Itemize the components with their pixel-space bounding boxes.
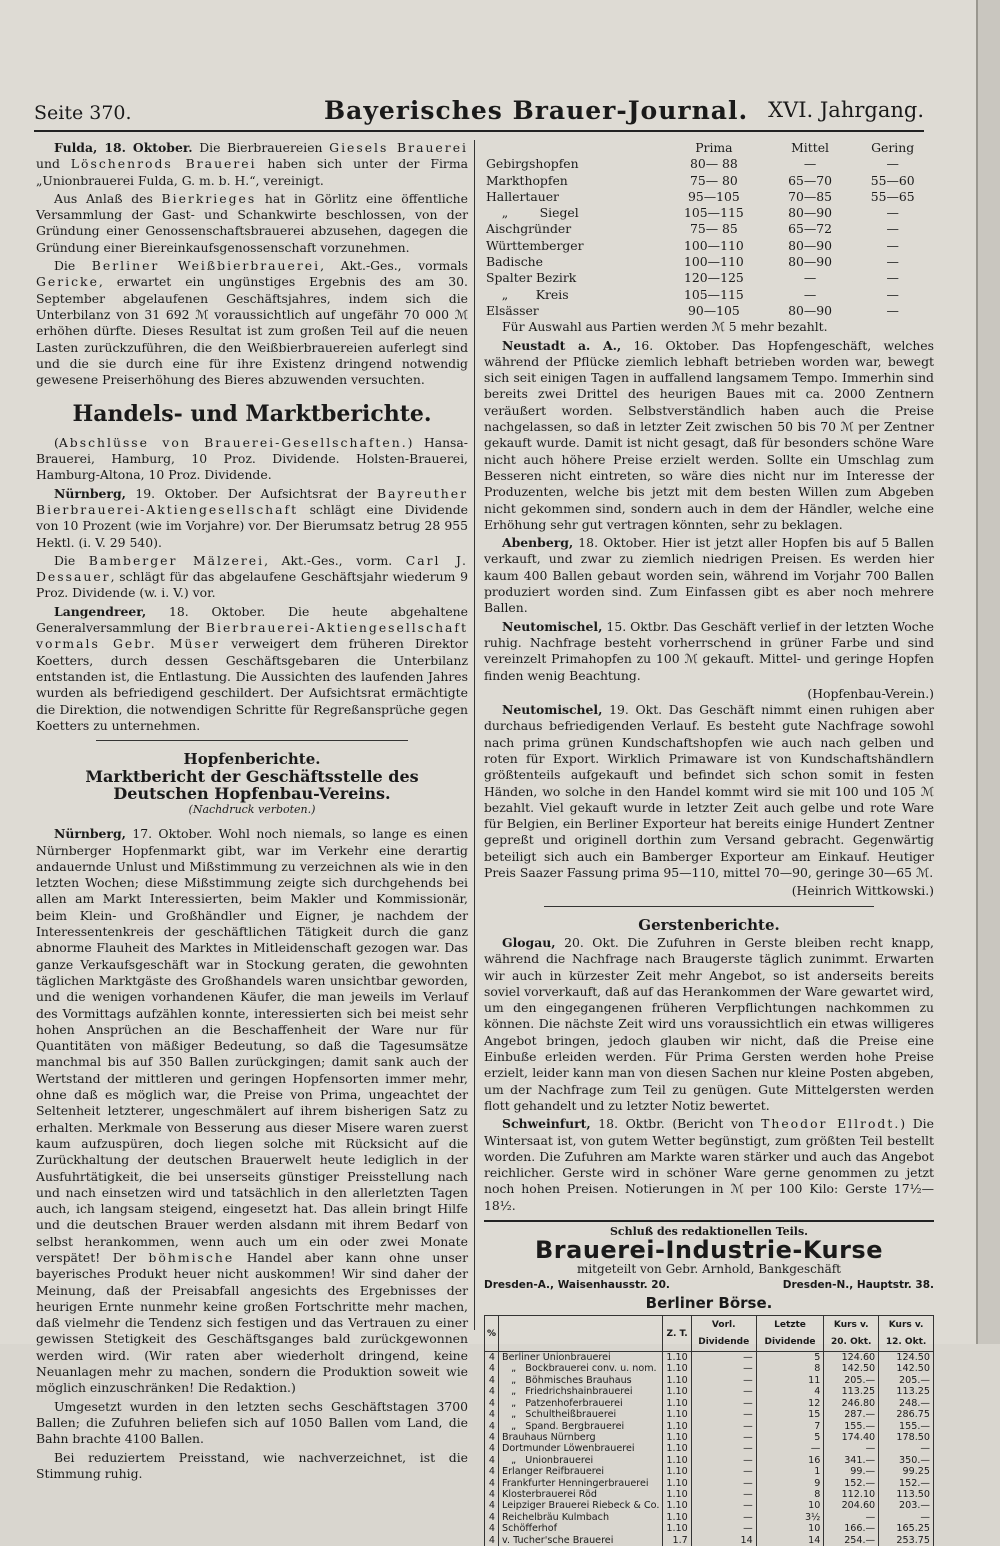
stock-cell: 3½: [756, 1512, 824, 1523]
stock-cell: 4: [485, 1443, 499, 1454]
stock-cell: 5: [756, 1352, 824, 1364]
stock-cell: 99.25: [879, 1466, 934, 1477]
price-cell: 75— 80: [689, 172, 738, 188]
stock-cell: 165.25: [879, 1523, 934, 1534]
stock-cell: 205.—: [879, 1375, 934, 1386]
stock-row: [485, 1352, 934, 1364]
stock-row: [485, 1409, 934, 1420]
stock-cell: 112.10: [824, 1489, 879, 1500]
stock-cell: 350.—: [879, 1455, 934, 1466]
stock-cell: 4: [485, 1489, 499, 1500]
price-cell: 100—110: [684, 254, 744, 270]
page-edge: [976, 0, 1000, 1344]
stock-cell: 4: [485, 1512, 499, 1523]
stock-row: [485, 1523, 934, 1534]
stock-cell: 4: [485, 1363, 499, 1374]
stock-cell: —: [691, 1512, 756, 1523]
price-cell: Elsässer: [486, 302, 539, 318]
stock-cell: —: [691, 1421, 756, 1432]
stock-cell: 10: [756, 1523, 824, 1534]
price-row: [484, 205, 934, 221]
price-cell: —: [803, 270, 817, 286]
price-cell: —: [886, 254, 899, 270]
stock-header-cell: Letzte Dividende: [756, 1316, 824, 1352]
price-cell: 80—90: [788, 254, 833, 270]
bank-addresses: [484, 1277, 934, 1293]
stock-cell: Erlanger Reifbrauerei: [499, 1466, 663, 1477]
address-dresden-n: Dresden-N., Hauptstr. 38.: [782, 1278, 934, 1291]
price-row: [484, 173, 934, 189]
article-neutomischel-19: Neutomischel, 19. Okt. Das Geschäft nimmt einen ruhigen aber durchaus befriedigenden Verlauf. Es besteht gute Nachfrage sowohl nach prima grünen Kundschaftshopfen wie auch nach gelben und roten für Export. Wirklich Primaware ist von Kundschaftshändlern größtenteils aufgekauft und befindet sich schon somit in festen Händen, wo solche in den Handel kommt wird sie mit 100 und 105 ℳ bezahlt. Viel gekauft wurde in letzter Zeit auch gelbe und rote Ware für Belgien, ein Berliner Exporteur hat bereits einige Hundert Zentner gepreßt und originell dorthin zum Versand gebracht. Gegenwärtig beteiligt sich auch ein Bamberger Exporteur am Einkauf. Heutiger Preis Saazer Fassung prima 95—110, mittel 70—90, geringe 30—65 ℳ.: [484, 702, 934, 881]
stock-cell: 203.—: [879, 1500, 934, 1511]
price-cell: 75— 85: [689, 221, 738, 237]
stock-box-source: mitgeteilt von Gebr. Arnhold, Bankgeschäft: [576, 1261, 842, 1276]
article-nuernberg-bayreuther: Nürnberg, 19. Oktober. Der Aufsichtsrat der Bayreuther Bierbrauerei-Aktiengesellschaft schlägt eine Dividende von 10 Prozent (wie im Vorjahre) vor. Der Bierumsatz betrug 28 955 Hektl. (i. V. 29 540).: [36, 485, 468, 550]
stock-price-table: [484, 1315, 934, 1546]
stock-cell: 1.10: [663, 1432, 691, 1443]
stock-cell: 4: [485, 1375, 499, 1386]
stock-cell: 99.—: [824, 1466, 879, 1477]
article-neutomischel-15: Neutomischel, 15. Oktbr. Das Geschäft verlief in der letzten Woche ruhig. Nachfrage besteht vorherrschend in grüner Farbe und sind vereinzelt Primahopfen zu 100 ℳ gekauft. Mittel- und geringe Hopfen finden wenig Beachtung.: [484, 618, 934, 683]
stock-cell: 287.—: [824, 1409, 879, 1420]
price-cell: 100—110: [684, 237, 744, 253]
stock-cell: 286.75: [879, 1409, 934, 1420]
stock-cell: 178.50: [879, 1432, 934, 1443]
stock-cell: —: [879, 1443, 934, 1454]
column-divider: [474, 140, 475, 1330]
stock-cell: „ Friedrichshainbrauerei: [499, 1386, 663, 1397]
stock-row: [485, 1512, 934, 1523]
hop-price-table: [484, 140, 934, 319]
stock-cell: 204.60: [824, 1500, 879, 1511]
stock-cell: 7: [756, 1421, 824, 1432]
stock-cell: 11: [756, 1375, 824, 1386]
stock-cell: —: [691, 1466, 756, 1477]
stock-cell: „ Bockbrauerei conv. u. nom.: [499, 1363, 663, 1374]
stock-cell: 174.40: [824, 1432, 879, 1443]
stock-cell: 4: [485, 1386, 499, 1397]
stock-cell: —: [691, 1443, 756, 1454]
stock-cell: 205.—: [824, 1375, 879, 1386]
price-cell: 80—90: [788, 302, 833, 318]
stock-cell: Berliner Unionbrauerei: [499, 1352, 663, 1364]
stock-cell: 253.75: [879, 1535, 934, 1546]
market-report-title: Marktbericht der Geschäftsstelle des Deutschen Hopfenbau-Vereins.: [85, 767, 419, 803]
section-title-gerste: Gerstenberichte.: [638, 915, 780, 934]
stock-cell: —: [824, 1512, 879, 1523]
stock-cell: 1.10: [663, 1478, 691, 1489]
stock-row: [485, 1535, 934, 1546]
stock-cell: —: [691, 1352, 756, 1364]
stock-cell: 113.50: [879, 1489, 934, 1500]
stock-cell: 1.10: [663, 1489, 691, 1500]
price-table-header: [484, 140, 934, 156]
stock-cell: 16: [756, 1455, 824, 1466]
price-cell: 55—60: [870, 172, 915, 188]
stock-cell: —: [691, 1523, 756, 1534]
stock-cell: 8: [756, 1489, 824, 1500]
stock-header-cell: Z. T.: [663, 1316, 691, 1352]
stock-cell: Dortmunder Löwenbrauerei: [499, 1443, 663, 1454]
stock-row: [485, 1375, 934, 1386]
stock-cell: 248.—: [879, 1398, 934, 1409]
stock-header-cell: Vorl. Dividende: [691, 1316, 756, 1352]
article-nuernberg-hopfenmarkt: Nürnberg, 17. Oktober. Wohl noch niemals, so lange es einen Nürnberger Hopfenmarkt gibt, war im Verkehr eine derartig andauernde Unlust und Mißstimmung zu verzeichnen als wie in den letzten Wochen; diese Mißstimmung zeigte sich durchgehends bei allen am Markt Interessierten, beim Makler und Kommissionär, beim Klein- und Großhändler und Eigner, je nachdem der Interessentenkreis der geschäftlichen Tätigkeit durch die ganz abnorme Flauheit des Marktes in Mitleidenschaft gezogen war. Das ganze Verkaufsgeschäft war in Stockung geraten, die gewohnten täglichen Marktgäste des Großhandels waren unsichtbar geworden, und die wenigen vorhandenen Käufer, die man jeweils im Verlauf des Vormittags aufzählen konnte, interessierten sich bei meist sehr hohen Ansprüchen an die Beschaffenheit der Ware nur für Quantitäten von mäßiger Bedeutung, so daß die Tagesumsätze manchmal bis auf 350 Ballen zurückgingen; damit sank auch der Wertstand der mittleren und geringen Hopfensorten immer mehr, ohne daß es möglich war, die Preise von Prima, ungeachtet der Seltenheit letzterer, ungeschmälert auf ihrem bisherigen Satz zu erhalten. Merkmale von Besserung aus dieser Misere waren zuerst kaum aufzuspüren, doch liegen solche mit Rücksicht auf die Zurückhaltung der deutschen Brauerwelt heute lediglich in der Ausfuhrtätigkeit, die bei unserseits günstiger Preisstellung nach und nach einsetzen wird und tatsächlich in den allerletzten Tagen auch, ich langsam steigend, eingesetzt hat. Das allein bringt Hilfe und die deutschen Brauer werden alsdann mit ihrem Bedarf von selbst herankommen, wenn auch um ein oder zwei Monate verspätet! Der böhmische Handel aber kann ohne unser bayerisches Produkt heuer nicht auskommen! Wir sind daher der Meinung, daß der Preisabfall angesichts des Ergebnisses der heurigen Ernte nunmehr keine großen Fortschritte mehr machen, daß vielmehr die Tendenz sich festigen und das Vertrauen zu einer gewissen Stetigkeit des Geschäftsganges bald zurückgewonnen werden wird. (Wir raten aber wiederholt dringend, keine Neuanlagen mehr zu machen, sondern die Produktion soweit wie möglich einzuschränken! Die Redaktion.): [36, 826, 468, 1396]
stock-cell: 1.10: [663, 1421, 691, 1432]
stock-cell: 4: [485, 1500, 499, 1511]
stock-cell: Reichelbräu Kulmbach: [499, 1512, 663, 1523]
stock-cell: 14: [756, 1535, 824, 1546]
stock-cell: 1.10: [663, 1375, 691, 1386]
note-auswahl: Für Auswahl aus Partien werden ℳ 5 mehr bezahlt.: [502, 319, 828, 335]
stock-box-title: Brauerei-Industrie-Kurse: [535, 1236, 883, 1265]
stock-cell: 9: [756, 1478, 824, 1489]
stock-cell: 155.—: [879, 1421, 934, 1432]
stock-row: [485, 1500, 934, 1511]
article-fulda: Fulda, 18. Oktober. Die Bierbrauereien Giesels Brauerei und Löschenrods Brauerei haben sich unter der Firma „Unionbrauerei Fulda, G. m. b. H.“, vereinigt.: [36, 140, 468, 188]
stock-cell: 8: [756, 1363, 824, 1374]
page-number: Seite 370.: [34, 102, 132, 124]
price-cell: 80—90: [788, 237, 833, 253]
stock-cell: „ Unionbrauerei: [499, 1455, 663, 1466]
stock-row: [485, 1386, 934, 1397]
stock-cell: —: [691, 1455, 756, 1466]
price-cell: —: [886, 286, 899, 302]
price-row: [484, 254, 934, 270]
left-column: [36, 140, 468, 1484]
stock-cell: 246.80: [824, 1398, 879, 1409]
stock-cell: 15: [756, 1409, 824, 1420]
stock-cell: 341.—: [824, 1455, 879, 1466]
stock-row: [485, 1455, 934, 1466]
stock-cell: 12: [756, 1398, 824, 1409]
stock-row: [485, 1443, 934, 1454]
stock-cell: 4: [485, 1352, 499, 1364]
stock-header-cell: Kurs v. 12. Okt.: [879, 1316, 934, 1352]
price-cell: Aischgründer: [486, 221, 572, 237]
price-cell: 70—85: [788, 188, 833, 204]
stock-cell: „ Schultheißbrauerei: [499, 1409, 663, 1420]
stock-header-cell: Kurs v. 20. Okt.: [824, 1316, 879, 1352]
stock-cell: 4: [485, 1523, 499, 1534]
article-umsatz: Umgesetzt wurden in den letzten sechs Geschäftstagen 3700 Ballen; die Zufuhren beliefen sich auf 1050 Ballen vom Land, die Bahn brachte 4100 Ballen.: [36, 1398, 468, 1447]
stock-cell: 152.—: [824, 1478, 879, 1489]
article-abenberg: Abenberg, 18. Oktober. Hier ist jetzt aller Hopfen bis auf 5 Ballen verkauft, und zwar zu ziemlich niedrigen Preisen. Es werden hier kaum 400 Ballen gebaut worden sein, während im Vorjahr 700 Ballen produziert worden sind. Zum Einfassen gibt es aber noch mehrere Ballen.: [484, 535, 934, 616]
stock-cell: —: [756, 1443, 824, 1454]
article-schweinfurt: Schweinfurt, 18. Oktbr. (Bericht von Theodor Ellrodt.) Die Wintersaat ist, von gutem Wetter begünstigt, zum größten Teil bestellt worden. Die Zufuhren am Markte waren stärker und auch das Angebot reichlicher. Gerste wird in schöner Ware gerne genommen zu jetzt noch hohen Preisen. Notierungen in ℳ per 100 Kilo: Gerste 17½—18½.: [484, 1116, 934, 1213]
page-header: [34, 96, 924, 132]
stock-cell: —: [691, 1478, 756, 1489]
stock-cell: 1.7: [663, 1535, 691, 1546]
brewery-stock-box: [484, 1220, 934, 1546]
price-cell: „ Kreis: [486, 286, 569, 302]
stock-cell: Klosterbrauerei Röd: [499, 1489, 663, 1500]
stock-cell: 155.—: [824, 1421, 879, 1432]
stock-cell: —: [691, 1363, 756, 1374]
stock-row: [485, 1398, 934, 1409]
signoff-hopfenbau: (Hopfenbau-Verein.): [807, 685, 934, 701]
stock-cell: Brauhaus Nürnberg: [499, 1432, 663, 1443]
price-header-cell: Mittel: [791, 140, 830, 155]
article-reduziert: Bei reduziertem Preisstand, wie nachverzeichnet, ist die Stimmung ruhig.: [36, 1449, 468, 1481]
price-cell: 95—105: [687, 188, 740, 204]
stock-cell: 5: [756, 1432, 824, 1443]
article-abschluesse: (Abschlüsse von Brauerei-Gesellschaften.) Hansa-Brauerei, Hamburg, 10 Proz. Dividende. Holsten-Brauerei, Hamburg-Altona, 10 Proz. Dividende.: [36, 434, 468, 483]
price-cell: Gebirgshopfen: [486, 156, 579, 172]
price-header-cell: Prima: [695, 140, 733, 155]
stock-cell: „ Spand. Bergbrauerei: [499, 1421, 663, 1432]
stock-cell: 4: [485, 1535, 499, 1546]
stock-cell: 1.10: [663, 1386, 691, 1397]
stock-cell: 1.10: [663, 1443, 691, 1454]
stock-cell: 1.10: [663, 1398, 691, 1409]
stock-cell: 1.10: [663, 1523, 691, 1534]
stock-cell: 4: [485, 1478, 499, 1489]
volume-year: XVI. Jahrgang.: [768, 98, 924, 122]
price-cell: 105—115: [684, 286, 744, 302]
price-cell: Badische: [486, 254, 543, 270]
price-row: [484, 238, 934, 254]
price-header-cell: Gering: [871, 140, 915, 155]
stock-cell: 113.25: [879, 1386, 934, 1397]
price-cell: 90—105: [687, 302, 740, 318]
article-neustadt: Neustadt a. A., 16. Oktober. Das Hopfengeschäft, welches während der Pflücke ziemlich lebhaft betrieben worden war, bewegt sich seit einigen Tagen in auffallend langsamem Tempo. Immerhin sind bereits zwei Drittel des heurigen Baues mit ca. 2000 Zentnern veräußert worden. Selbstverständlich haben auch die Preise nachgelassen, so daß in letzter Zeit zwischen 50 bis 70 ℳ per Zentner gekauft wurde. Damit ist nicht gesagt, daß für besonders schöne Ware nicht auch höhere Preise erzielt werden. Sollte ein Umschlag zum Besseren nicht eintreten, so wäre dies nicht nur im Interesse der Produzenten, welche bis jetzt mit dem besten Willen zum Abgeben nicht gekommen sind, sondern auch in dem der Händler, welche eine Erhöhung sehr gut vertragen könnten, sehr zu beklagen.: [484, 337, 934, 532]
stock-cell: Frankfurter Henningerbrauerei: [499, 1478, 663, 1489]
stock-cell: 4: [485, 1398, 499, 1409]
journal-title: Bayerisches Brauer-Journal.: [324, 96, 749, 125]
stock-cell: —: [691, 1432, 756, 1443]
price-row: [484, 270, 934, 286]
stock-cell: —: [691, 1375, 756, 1386]
stock-cell: —: [691, 1386, 756, 1397]
stock-row: [485, 1478, 934, 1489]
stock-cell: 14: [691, 1535, 756, 1546]
signoff-wittkowski: (Heinrich Wittkowski.): [791, 883, 934, 899]
price-cell: 65—72: [788, 221, 833, 237]
stock-header-cell: %: [485, 1316, 499, 1352]
stock-cell: —: [691, 1500, 756, 1511]
stock-cell: Schöfferhof: [499, 1523, 663, 1534]
price-cell: 65—70: [788, 172, 833, 188]
stock-cell: 1.10: [663, 1466, 691, 1477]
address-dresden-a: Dresden-A., Waisenhausstr. 20.: [484, 1278, 670, 1291]
stock-row: [485, 1466, 934, 1477]
stock-cell: 4: [485, 1466, 499, 1477]
stock-row: [485, 1421, 934, 1432]
stock-cell: 113.25: [824, 1386, 879, 1397]
price-header-cell: [484, 140, 659, 156]
stock-cell: —: [879, 1512, 934, 1523]
stock-cell: v. Tucher'sche Brauerei: [499, 1535, 663, 1546]
article-berliner-weissbier: Die Berliner Weißbierbrauerei, Akt.-Ges., vormals Gericke, erwartet ein ungünstiges Ergebnis des am 30. September abgelaufenen Geschäftsjahres, indem sich die Unterbilanz von 31 692 ℳ voraussichtlich auf ungefähr 70 000 ℳ erhöhen dürfte. Dieses Resultat ist zum großen Teil auf die neuen Lasten zurückzuführen, die den Weißbierbrauereien auferlegt sind und die sie durch eine für ihre Existenz dringend notwendig gewesene Preiserhöhung des Bieres abzuwenden versuchten.: [36, 258, 469, 388]
stock-cell: 4: [485, 1421, 499, 1432]
stock-cell: 10: [756, 1500, 824, 1511]
stock-cell: „ Böhmisches Brauhaus: [499, 1375, 663, 1386]
stock-cell: 1.10: [663, 1363, 691, 1374]
price-cell: —: [886, 302, 899, 318]
stock-cell: 142.50: [879, 1363, 934, 1374]
stock-cell: 4: [485, 1432, 499, 1443]
divider-rule: [544, 906, 874, 907]
price-cell: —: [803, 286, 817, 302]
stock-cell: 152.—: [879, 1478, 934, 1489]
price-cell: Spalter Bezirk: [486, 270, 577, 286]
stock-cell: 124.60: [824, 1352, 879, 1364]
section-title-handel: Handels- und Marktberichte.: [72, 401, 432, 428]
price-cell: —: [886, 270, 899, 286]
stock-cell: —: [691, 1409, 756, 1420]
section-title-hopfen: Hopfenberichte.: [183, 750, 321, 769]
stock-cell: 166.—: [824, 1523, 879, 1534]
stock-cell: 4: [485, 1455, 499, 1466]
stock-cell: „ Patzenhoferbrauerei: [499, 1398, 663, 1409]
price-row: [484, 156, 934, 172]
price-cell: „ Siegel: [486, 205, 579, 221]
price-cell: 80—90: [788, 205, 833, 221]
stock-cell: 1: [756, 1466, 824, 1477]
price-row: [484, 287, 934, 303]
stock-row: [485, 1432, 934, 1443]
price-cell: —: [886, 221, 899, 237]
price-cell: 80— 88: [689, 156, 738, 172]
stock-header-cell: [499, 1316, 663, 1352]
price-cell: 55—65: [870, 188, 915, 204]
right-column: [484, 140, 934, 1546]
stock-cell: 1.10: [663, 1500, 691, 1511]
article-bamberger: Die Bamberger Mälzerei, Akt.-Ges., vorm. Carl J. Dessauer, schlägt für das abgelaufene Geschäftsjahr wiederum 9 Proz. Dividende (w. i. V.) vor.: [36, 552, 468, 601]
price-cell: 120—125: [684, 270, 744, 286]
stock-cell: 1.10: [663, 1352, 691, 1364]
price-row: [484, 303, 934, 319]
stock-cell: 254.—: [824, 1535, 879, 1546]
stock-cell: Leipziger Brauerei Riebeck & Co.: [499, 1500, 663, 1511]
reprint-notice: (Nachdruck verboten.): [188, 802, 316, 816]
stock-cell: 124.50: [879, 1352, 934, 1364]
price-cell: —: [803, 156, 817, 172]
editorial-end-note: Schluß des redaktionellen Teils.: [609, 1225, 809, 1238]
stock-cell: 1.10: [663, 1409, 691, 1420]
divider-rule: [96, 740, 408, 741]
stock-cell: —: [691, 1489, 756, 1500]
stock-cell: —: [824, 1443, 879, 1454]
price-cell: —: [886, 205, 899, 221]
stock-cell: 142.50: [824, 1363, 879, 1374]
stock-cell: 4: [756, 1386, 824, 1397]
price-cell: —: [886, 156, 899, 172]
stock-cell: 1.10: [663, 1512, 691, 1523]
price-cell: —: [886, 237, 899, 253]
price-cell: Hallertauer: [486, 188, 559, 204]
stock-cell: 1.10: [663, 1455, 691, 1466]
exchange-name: Berliner Börse.: [645, 1294, 773, 1313]
stock-cell: —: [691, 1398, 756, 1409]
price-row: [484, 189, 934, 205]
price-cell: Markthopfen: [486, 172, 568, 188]
price-cell: Württemberger: [486, 237, 584, 253]
price-cell: 105—115: [684, 205, 744, 221]
article-goerlitz: Aus Anlaß des Bierkrieges hat in Görlitz eine öffentliche Versammlung der Gast- und Schankwirte beschlossen, von der Gründung einer Genossenschaftsbrauerei abzusehen, dagegen die Gründung einer Biereinkaufsgenossenschaft vorzunehmen.: [36, 190, 468, 255]
stock-cell: 4: [485, 1409, 499, 1420]
price-row: [484, 221, 934, 237]
article-langendreer: Langendreer, 18. Oktober. Die heute abgehaltene Generalversammlung der Bierbrauerei-Aktiengesellschaft vormals Gebr. Müser verweigert dem früheren Direktor Koetters, durch dessen Geschäftsgebaren die Unterbilanz entstanden ist, die Entlastung. Die Aussichten des laufenden Jahres wurden als befriedigend geschildert. Der Aufsichtsrat ermächtigte die Direktion, die notwendigen Schritte für Regreßansprüche gegen Koetters zu unternehmen.: [36, 603, 468, 733]
stock-row: [485, 1489, 934, 1500]
article-glogau: Glogau, 20. Okt. Die Zufuhren in Gerste bleiben recht knapp, während die Nachfrage nach Braugerste täglich zunimmt. Erwarten wir auch in kürzester Zeit mehr Angebot, so ist anderseits bereits soviel vorverkauft, daß auf das Herankommen der Ware gewartet wird, um den eingegangenen früheren Verpflichtungen nachkommen zu können. Die nächste Zeit wird uns voraussichtlich ein etwas willigeres Angebot bringen, jedoch glauben wir nicht, daß die Preise eine Einbuße erleiden werden. Für Prima Gersten werden hohe Preise erzielt, leider kann man von diesen Sachen nur kleine Posten abgeben, um der Nachfrage zum Teil zu genügen. Gute Mittelgersten werden flott gehandelt und zu letzter Notiz bewertet.: [484, 934, 934, 1113]
stock-row: [485, 1363, 934, 1374]
